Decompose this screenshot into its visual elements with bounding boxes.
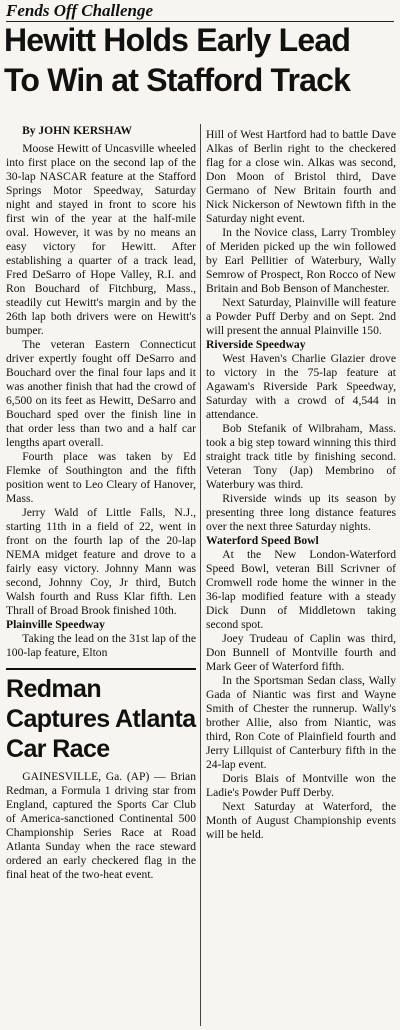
paragraph: West Haven's Charlie Glazier drove to victory in the 75-lap feature at Agawam's Riverside Park Speedway, Saturday with a crowd of 4,544 in attendance. xyxy=(206,352,396,421)
headline-line-2: To Win at Stafford Track xyxy=(4,62,351,98)
paragraph: In the Sportsman Sedan class, Wally Gada of Niantic was first and Wayne Smith of Chester the runnerup. Wally's brother Allie, also from Niantic, was third, Ron Cote of Plainfield fourth and Jerry Lillquist of Canterbury fifth in the 24-lap event. xyxy=(206,674,396,771)
subhead-plainville: Plainville Speedway xyxy=(6,618,105,631)
subhead-waterford: Waterford Speed Bowl xyxy=(206,534,319,547)
paragraph: At the New London-Waterford Speed Bowl, veteran Bill Scrivner of Cromwell rode home the winner in the 36-lap modified feature with a steady Dick Dunn of Middletown taking second spot. xyxy=(206,548,396,631)
paragraph: Taking the lead on the 31st lap of the 100-lap feature, Elton xyxy=(6,632,196,659)
paragraph: Next Saturday at Waterford, the Month of August Championship events will be held. xyxy=(206,800,396,841)
paragraph: Riverside winds up its season by presenting three long distance features over the next three Saturday nights. xyxy=(206,492,396,533)
paragraph: Next Saturday, Plainville will feature a Powder Puff Derby and on Sept. 2nd will present the annual Plainville 150. xyxy=(206,296,396,337)
paragraph-continued: Hill of West Hartford had to battle Dave Alkas of Berlin right to the checkered flag for a close win. Alkas was second, Don Moon of Bristol third, Dave Germano of New Britain fourth and Nick Nickerson of Newtown fifth in the Saturday night event. xyxy=(206,128,396,225)
paragraph: Doris Blais of Montville won the Ladie's Powder Puff Derby. xyxy=(206,772,396,799)
paragraph: Jerry Wald of Little Falls, N.J., starting 11th in a field of 22, went in front on the fourth lap of the 20-lap NEMA midget feature and drove to a fairly easy victory. Johnny Mann was second, Johnny Coy, Jr third, Butch Walsh fourth and Russ Klar fifth. Len Thrall of Broad Brook finished 10th. xyxy=(6,506,196,617)
subhead-riverside: Riverside Speedway xyxy=(206,338,306,351)
kicker: Fends Off Challenge xyxy=(6,2,394,22)
paragraph: Joey Trudeau of Caplin was third, Don Bunnell of Montville fourth and Mark Geer of Waterford fifth. xyxy=(206,632,396,673)
paragraph: The veteran Eastern Connecticut driver expertly fought off DeSarro and Bouchard over the final four laps and it was another finish that had the crowd of 6,500 on its feet as Hewitt, DeSarro and Bouchard sped over the finish line in that order less than two and a half car lengths apart overall. xyxy=(6,338,196,449)
left-column xyxy=(6,124,196,1024)
paragraph: Moose Hewitt of Uncasville wheeled into first place on the second lap of the 30-lap NASCAR feature at the Stafford Springs Motor Speedway, Saturday night and stayed in front to score his first win of the year at the half-mile oval. However, it was by no means an easy victory for Hewitt. After establishing a quarter of a track lead, Fred DeSarro of Hope Valley, R.I. and Ron Bouchard of Fitchburg, Mass., steadily cut Hewitt's margin and by the 26th lap both drivers were on Hewitt's bumper. xyxy=(6,142,196,337)
paragraph: In the Novice class, Larry Trombley of Meriden picked up the win followed by Earl Pellitier of Waterbury, Wally Semrow of Prospect, Ron Rocco of New Britain and Bob Benson of Manchester. xyxy=(206,226,396,295)
headline xyxy=(4,20,396,100)
story2-headline: Redman Captures Atlanta Car Race xyxy=(6,675,196,763)
byline: By JOHN KERSHAW xyxy=(22,125,133,137)
paragraph: Bob Stefanik of Wilbraham, Mass. took a big step toward winning this third straight track title by finishing second. Veteran Tony (Jap) Membrino of Waterbury was third. xyxy=(206,422,396,491)
headline-line-1: Hewitt Holds Early Lead xyxy=(4,22,351,58)
paragraph: GAINESVILLE, Ga. (AP) — Brian Redman, a Formula 1 driving star from England, captured the Sports Car Club of America-sanctioned Continental 500 Championship Series Race at Road Atlanta Sunday when the race steward ordered an early checkered flag in the final heat of the two-heat event. xyxy=(6,770,196,881)
right-column xyxy=(206,128,396,842)
story-separator xyxy=(6,668,196,670)
column-divider xyxy=(200,124,201,1026)
paragraph: Fourth place was taken by Ed Flemke of Southington and the fifth position went to Leo Cleary of Hanover, Mass. xyxy=(6,450,196,505)
